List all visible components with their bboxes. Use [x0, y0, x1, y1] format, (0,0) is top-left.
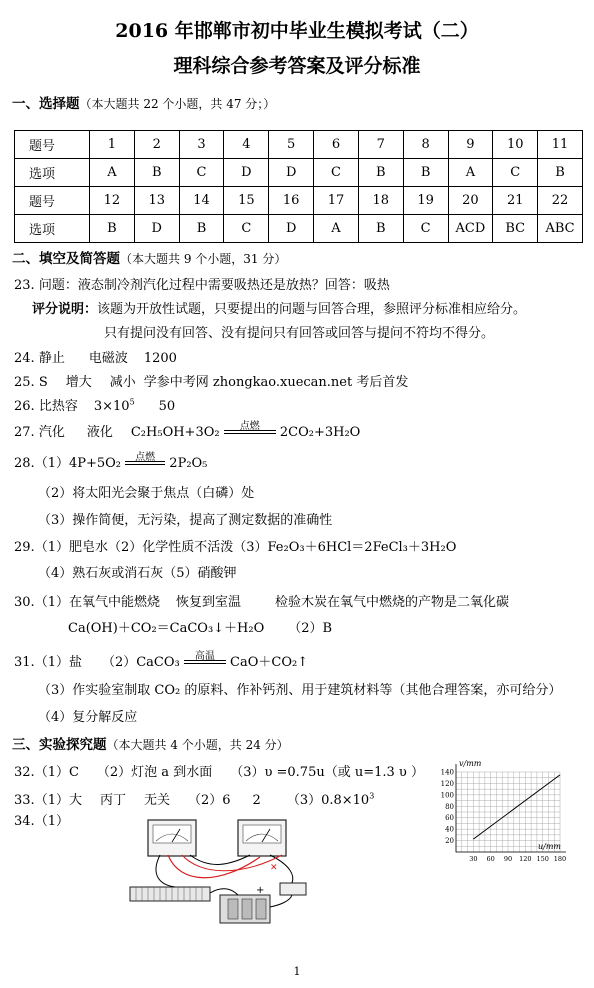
- table-cell: 1: [90, 131, 135, 159]
- plus-icon: +: [256, 885, 265, 896]
- q23-eval-2: 只有提问没有回答、没有提问只有回答或回答与提问不符均不得分。: [104, 326, 495, 341]
- table-cell: ACD: [448, 215, 493, 243]
- table-cell: B: [179, 215, 224, 243]
- graph-x-label: u/mm: [538, 842, 562, 851]
- y-tick-label: 140: [440, 768, 454, 777]
- q31-line-2: （3）作实验室制取 CO₂ 的原料、作补钙剂、用于建筑材料等（其他合理答案，亦可给分）: [38, 683, 562, 698]
- table-cell: D: [269, 215, 314, 243]
- q33-line: 33.（1）大 丙丁 无关 （2）6 2 $(3)0.8\times 10^3$: [14, 791, 375, 808]
- circuit-diagram: [120, 815, 320, 935]
- q31-line-1: 31.（1）盐 （2）CaCO₃ 高温 CaO＋CO₂↑: [14, 651, 309, 670]
- table-cell: D: [224, 159, 269, 187]
- y-tick-label: 20: [445, 837, 454, 846]
- table-cell: 17: [314, 187, 359, 215]
- section-2-heading: 二、填空及简答题（本大题共 9 个小题，31 分）: [12, 251, 287, 267]
- table-cell: 21: [493, 187, 538, 215]
- table-cell: D: [134, 215, 179, 243]
- q24-line: 24. 静止 电磁波 1200: [14, 351, 177, 366]
- x-tick-label: 60: [486, 855, 495, 863]
- x-tick-label: 30: [469, 855, 478, 863]
- table-cell: BC: [493, 215, 538, 243]
- y-tick-label: 60: [445, 814, 454, 823]
- table-row: 选项 A B C D D C B B A C B: [15, 159, 583, 187]
- section-1-heading: 一、选择题（本大题共 22 个小题，共 47 分；）: [12, 96, 276, 112]
- q23-eval: 评分说明：该题为开放性试题，只要提出的问题与回答合理，参照评分标准相应给分。: [32, 302, 527, 317]
- table-cell: A: [448, 159, 493, 187]
- page-number: 1: [293, 965, 301, 978]
- table-cell: 18: [358, 187, 403, 215]
- table-cell: B: [538, 159, 583, 187]
- table-cell: A: [314, 215, 359, 243]
- table-cell: C: [403, 215, 448, 243]
- red-wire: [168, 855, 260, 878]
- table-cell: 13: [134, 187, 179, 215]
- table-cell: B: [90, 215, 135, 243]
- table-cell: 7: [358, 131, 403, 159]
- q34-line: 34.（1）: [14, 814, 69, 829]
- table-cell: 10: [493, 131, 538, 159]
- answer-table: [14, 130, 583, 243]
- q30-line-2: Ca(OH)＋CO₂＝CaCO₃↓＋H₂O （2）B: [68, 621, 333, 636]
- table-cell: 5: [269, 131, 314, 159]
- q28-line-1: 28.（1）4P+5O₂ 点燃 2P₂O₅: [14, 452, 208, 471]
- switch-icon: [280, 883, 306, 895]
- y-tick-label: 100: [440, 791, 454, 800]
- uv-graph: [428, 758, 568, 870]
- q29-line-2: （4）熟石灰或消石灰（5）硝酸钾: [38, 566, 237, 581]
- cross-mark-icon: ✕: [270, 863, 278, 873]
- q30-line-1: 30.（1）在氧气中能燃烧 恢复到室温 检验木炭在氧气中燃烧的产物是二氧化碳: [14, 595, 509, 610]
- table-cell: 2: [134, 131, 179, 159]
- y-tick-label: 80: [445, 802, 454, 811]
- q32-line: 32.（1）C （2）灯泡 a 到水面 （3）υ =0.75u（或 u=1.3 υ ）: [14, 765, 424, 780]
- section-3-heading: 三、实验探究题（本大题共 4 个小题，共 24 分）: [12, 737, 289, 753]
- table-cell: ABC: [538, 215, 583, 243]
- table-cell: 22: [538, 187, 583, 215]
- table-cell: 15: [224, 187, 269, 215]
- table-cell: 6: [314, 131, 359, 159]
- q27-line: 27. 汽化 液化 C₂H₅OH+3O₂ 点燃 2CO₂+3H₂O: [14, 421, 361, 440]
- table-row: 题号 1 2 3 4 5 6 7 8 9 10 11: [15, 131, 583, 159]
- graph-grid: [456, 772, 560, 852]
- table-cell: B: [403, 159, 448, 187]
- table-cell: 3: [179, 131, 224, 159]
- graph-data-line: [473, 775, 560, 839]
- x-tick-label: 180: [553, 855, 567, 863]
- x-tick-label: 150: [536, 855, 549, 863]
- table-cell: C: [179, 159, 224, 187]
- table-cell: 16: [269, 187, 314, 215]
- table-cell: 4: [224, 131, 269, 159]
- table-cell: D: [269, 159, 314, 187]
- graph-y-label: v/mm: [459, 759, 482, 768]
- table-cell: C: [493, 159, 538, 187]
- table-cell: 12: [90, 187, 135, 215]
- page-subtitle: 理科综合参考答案及评分标准: [173, 55, 421, 77]
- graph-axes: [456, 764, 566, 852]
- table-cell: 11: [538, 131, 583, 159]
- q31-line-3: （4）复分解反应: [38, 710, 138, 725]
- table-cell: C: [314, 159, 359, 187]
- table-cell: B: [134, 159, 179, 187]
- table-cell: 14: [179, 187, 224, 215]
- table-cell: B: [358, 159, 403, 187]
- table-cell: 8: [403, 131, 448, 159]
- table-cell: 20: [448, 187, 493, 215]
- graph-y-ticks: [441, 769, 454, 846]
- q26-line: 26. 比热容 $3\times 10^5$ 50: [14, 397, 176, 414]
- q23-line: 23. 问题：液态制冷剂汽化过程中需要吸热还是放热？回答：吸热: [14, 278, 390, 293]
- table-cell: 9: [448, 131, 493, 159]
- table-row: 选项 B D B C D A B C ACD BC ABC: [15, 215, 583, 243]
- table-cell: 19: [403, 187, 448, 215]
- table-row: 题号 12 13 14 15 16 17 18 19 20 21 22: [15, 187, 583, 215]
- q25-line: 25. S 增大 减小 学参中考网 zhongkao.xuecan.net 考后首发: [14, 375, 409, 390]
- red-wire: [182, 855, 282, 871]
- table-cell: B: [358, 215, 403, 243]
- table-cell: C: [224, 215, 269, 243]
- axis-line: [456, 764, 566, 852]
- x-tick-label: 120: [519, 855, 532, 863]
- y-tick-label: 120: [440, 779, 454, 788]
- q29-line-1: 29.（1）肥皂水（2）化学性质不活泼（3）Fe₂O₃＋6HCl＝2FeCl₃＋3H₂O: [14, 540, 457, 555]
- q28-line-3: （3）操作简便，无污染，提高了测定数据的准确性: [38, 513, 333, 528]
- graph-x-ticks: [469, 855, 566, 863]
- page-title: 2016 年邯郸市初中毕业生模拟考试（二）: [115, 20, 479, 42]
- y-tick-label: 40: [445, 825, 454, 834]
- table-cell: A: [90, 159, 135, 187]
- q28-line-2: （2）将太阳光会聚于焦点（白磷）处: [38, 486, 255, 501]
- x-tick-label: 90: [503, 855, 513, 863]
